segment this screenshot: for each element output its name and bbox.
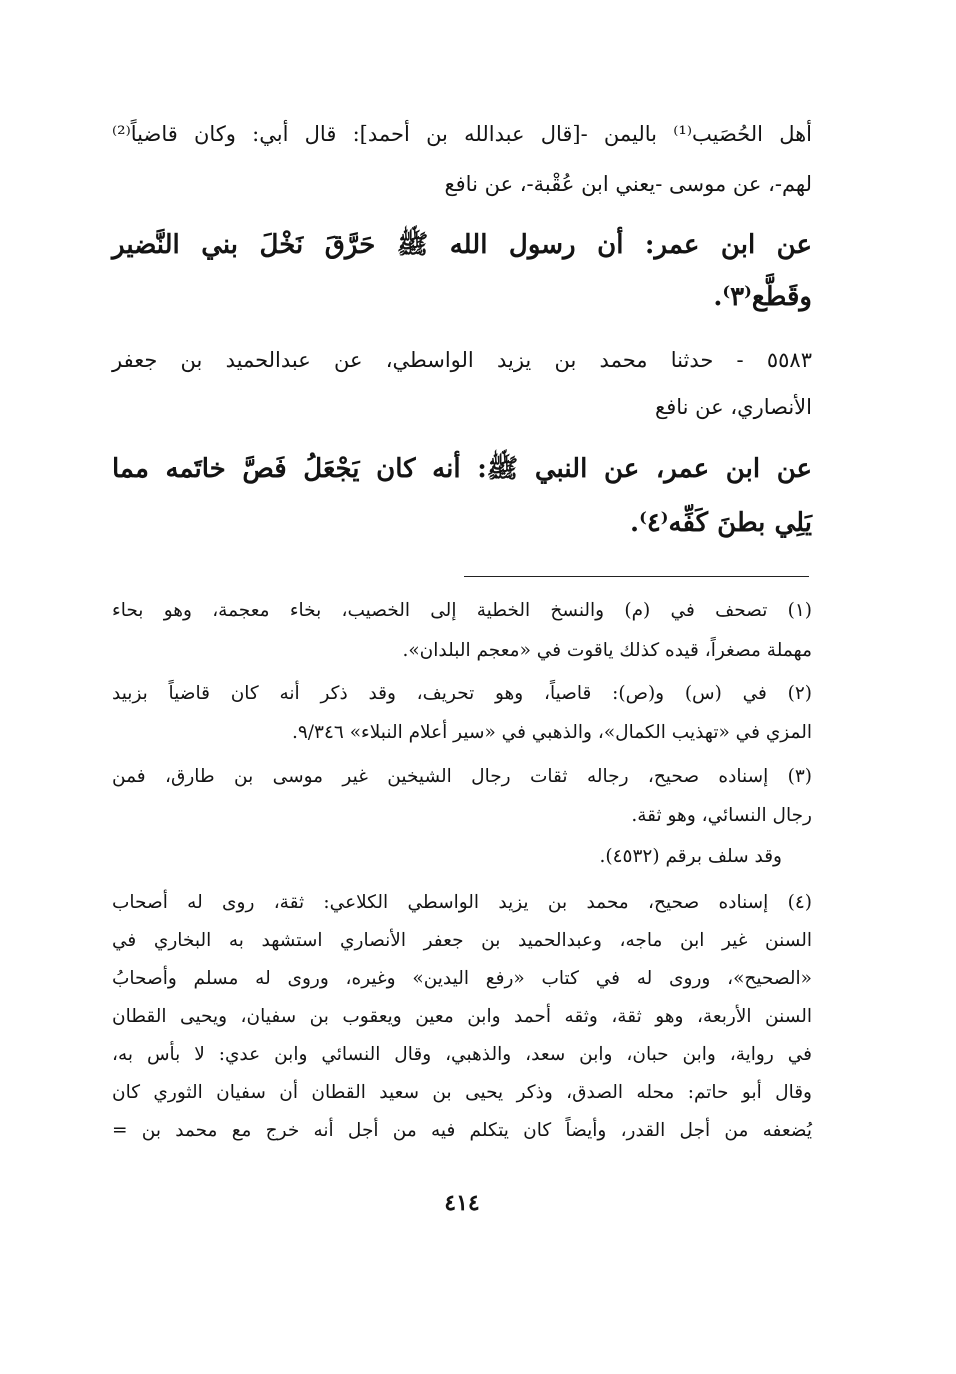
footnote-separator [464, 576, 809, 577]
page-number: ٤١٤ [444, 1190, 480, 1216]
footnote-line: (٢) في (س) و(ص): قاصياً، وهو تحريف، وقد ذكر أنه كان قاضياً بزبيد [112, 683, 812, 704]
hadith-matn-line: يَلِي بطنَ كَفِّه⁽٤⁾. [630, 508, 812, 538]
footnote-line: مهملة مصغراً، قيده كذلك ياقوت في «معجم البلدان». [402, 640, 812, 661]
footnote-line: وقد سلف برقم (٤٥٣٢). [599, 846, 782, 867]
footnote-line: (٣) إسناده صحيح، رجاله ثقات رجال الشيخين غير موسى بن طارق، فمن [112, 766, 812, 787]
book-page [112, 0, 812, 1374]
footnote-line: السنن غير ابن ماجه، وعبدالحميد بن جعفر الأنصاري استشهد به البخاري في [112, 930, 812, 951]
footnote-line: «الصحيح»، وروى له في كتاب «رفع اليدين» وغيره، وروى له مسلم وأصحابُ [112, 968, 812, 989]
footnote-line: (٤) إسناده صحيح، محمد بن يزيد الواسطي الكلاعي: ثقة، روى له أصحاب [112, 892, 812, 913]
footnote-line: (١) تصحف في (م) والنسخ الخطية إلى الخصيب، بخاء معجمة، وهو بحاء [112, 600, 812, 621]
footnote-line: يُضعفه من أجل القدر، وأيضاً كان يتكلم فيه من أجل أنه خرج مع محمد بن = [112, 1120, 812, 1141]
footnote-line: رجال النسائي، وهو ثقة. [631, 805, 812, 826]
hadith-matn-line: وقَطَّع⁽٣⁾. [713, 282, 812, 312]
footnote-line: المزي في «تهذيب الكمال»، والذهبي في «سير أعلام النبلاء» ٩/٣٤٦. [291, 722, 812, 743]
footnote-line: في رواية، وابن حبان، وابن سعد، والذهبي، وقال النسائي وابن عدي: لا بأس به، [112, 1044, 812, 1065]
hadith-isnad-line: لهم-، عن موسى -يعني ابن عُقْبة-، عن نافع [444, 172, 812, 196]
hadith-isnad-line: أهل الحُصَيب⁽¹⁾ باليمن -[قال عبدالله بن أحمد]: قال أبي: وكان قاضياً⁽²⁾ [112, 122, 813, 146]
hadith-matn-line: عن ابن عمر، عن النبي ﷺ: أنه كان يَجْعَلُ فَصَّ خاتَمه مما [112, 454, 812, 484]
hadith-matn-line: عن ابن عمر: أن رسول الله ﷺ حَرَّقَ نَخْلَ بني النَّضير [112, 230, 812, 260]
footnote-line: وقال أبو حاتم: محله الصدق، وذكر يحيى بن سعيد القطان أن سفيان الثوري كان [112, 1082, 812, 1103]
footnote-line: السنن الأربعة، وهو ثقة، وثقه أحمد وابن معين ويعقوب بن سفيان، ويحيى القطان [112, 1006, 812, 1027]
hadith-isnad-line: الأنصاري، عن نافع [655, 395, 812, 419]
hadith-isnad-line: ٥٥٨٣ - حدثنا محمد بن يزيد الواسطي، عن عبدالحميد بن جعفر [112, 348, 812, 372]
